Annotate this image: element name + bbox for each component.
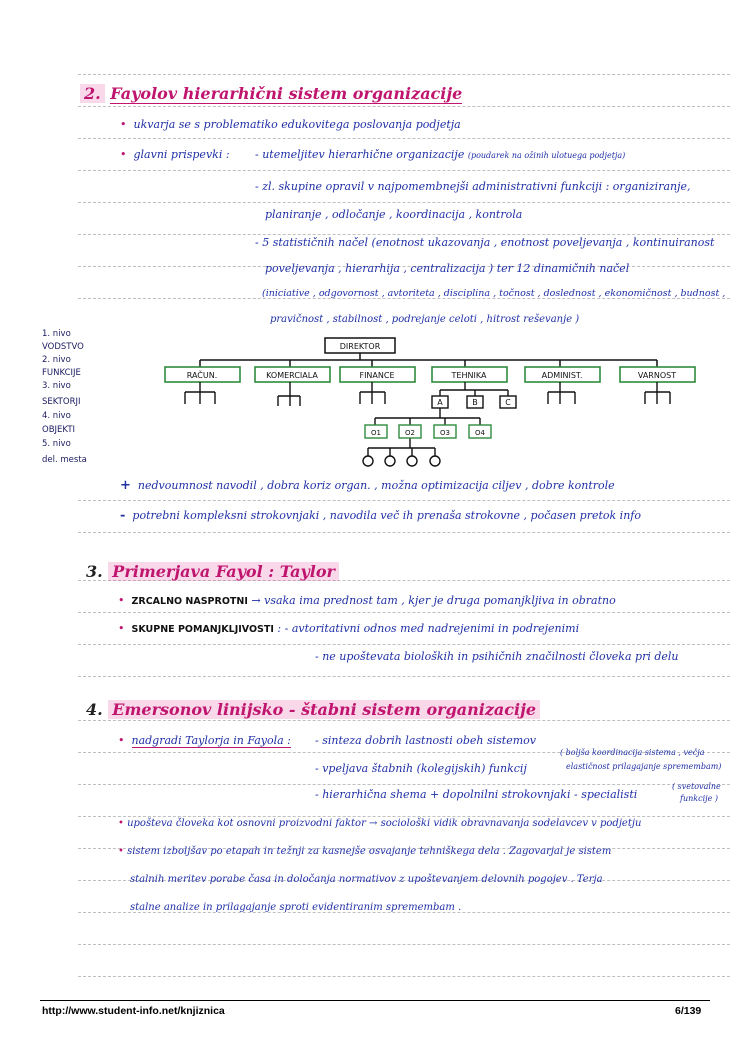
minus-sign: - [120,508,126,523]
emerson-note: ( svetovalne [672,782,721,791]
contribution-3c: (iniciative , odgovornost , avtoriteta , disciplina , točnost , doslednost , ekonomičnost , budnost , [262,288,726,299]
emerson-note: elastičnost prilagajanje spremembam) [566,762,722,771]
object-label: O4 [475,429,485,437]
contribution-note: (poudarek na ožinih ulotuega podjetja) [467,151,626,160]
emerson-point: - sinteza dobrih lastnosti obeh sistemov [315,734,536,747]
level-label: del. mesta [42,455,87,465]
level-label: 2. nivo [42,355,71,365]
org-chart-diagram [0,0,750,480]
sector-label: A [437,398,443,407]
function-label: RAČUN. [186,371,218,380]
contribution-text: - utemeljitev hierarhične organizacije [255,148,465,161]
ruled-line [78,944,730,945]
function-label: VARNOST [637,371,677,380]
level-label: 4. nivo [42,411,71,421]
contribution-2b: planiranje , odločanje , koordinacija , kontrola [265,208,523,221]
section-number: 4. [86,700,103,719]
bullet-item: • ukvarja se s problematiko edukovitega poslovanja podjetja [120,118,461,131]
ruled-line [78,816,730,817]
level-label: SEKTORJI [42,397,81,407]
emerson-note: funkcije ) [680,794,719,803]
function-label: TEHNIKA [451,371,487,380]
bullet-text: upošteva človeka kot osnovni proizvodni faktor → sociološki vidik obravnavanja sodelavcev v podjetju [127,818,642,829]
contribution-3b: poveljevanja , hierarhija , centralizacija ) ter 12 dinamičnih načel [265,262,630,275]
level-label: OBJEKTI [42,425,76,435]
comparison-text: → vsaka ima prednost tam , kjer je druga pomanjkljiva in obratno [251,594,616,607]
section-number: 3. [86,562,103,581]
comparison-item: • ZRCALNO NASPROTNI → vsaka ima prednost tam , kjer je druga pomanjkljiva in obratno [118,594,616,607]
disadvantages-line [120,508,641,523]
contributions-label: • glavni prispevki : [120,148,230,161]
bullet-text: ukvarja se s problematiko edukovitega poslovanja podjetja [133,118,461,131]
ruled-line [78,784,730,785]
workplace-node [385,456,395,466]
ruled-line [78,500,730,501]
contribution-2a: - zl. skupine opravil v najpomembnejši administrativni funkciji : organiziranje, [255,180,691,193]
emerson-note: ( boljša koordinacija sistema , večja [560,748,705,757]
comparison-text: : - avtoritativni odnos med nadrejenimi in podrejenimi [277,622,580,635]
ruled-line [78,976,730,977]
disadvantages-text: potrebni kompleksni strokovnjaki , navodila več ih prenaša strokovne , počasen pretok info [132,509,641,522]
emerson-bullet-3-cont: stalne analize in prilagajanje sproti evidentiranim spremembam . [130,902,462,913]
section-3-heading [86,562,339,581]
function-label: KOMERCIALA [266,371,318,380]
section-title: Primerjava Fayol : Taylor [108,562,339,581]
sector-label: B [472,398,478,407]
level-label: FUNKCIJE [42,368,81,378]
comparison-label: SKUPNE POMANJKLJIVOSTI [131,624,274,635]
comparison-label: ZRCALNO NASPROTNI [131,596,248,607]
footer-rule [40,1000,710,1001]
object-label: O3 [440,429,450,437]
contribution-3d: pravičnost , stabilnost , podrejanje celoti , hitrost reševanje ) [270,314,580,325]
ruled-line [78,720,730,721]
emerson-bullet-3: • sistem izboljšav po etapah in težnji za kasnejše osvajanje tehniškega dela . Zagovarjal je sistem [118,846,612,857]
bullet-label: nadgradi Taylorja in Fayola : [131,734,291,747]
comparison-item: • SKUPNE POMANJKLJIVOSTI : - avtoritativni odnos med nadrejenimi in podrejenimi [118,622,580,635]
footer-page-number: 6/139 [675,1005,702,1017]
advantages-text: nedvoumnost navodil , dobra koriz organ. , možna optimizacija ciljev , dobre kontrole [137,479,615,492]
section-number: 2. [80,84,105,103]
emerson-bullet-3-cont: stalnih meritev porabe časa in določanja normativov z upoštevanjem delovnih pogojev . Terja [130,874,603,885]
function-label: ADMINIST. [541,371,583,380]
workplace-node [363,456,373,466]
workplace-node [430,456,440,466]
level-label: 5. nivo [42,439,71,449]
emerson-bullet-2: • upošteva človeka kot osnovni proizvodni faktor → sociološki vidik obravnavanja sodelavcev v podjetju [118,818,642,829]
ruled-line [78,612,730,613]
ruled-line [78,644,730,645]
comparison-text-continued: - ne upoštevata bioloških in psihičnih značilnosti človeka pri delu [315,650,679,663]
function-label: FINANCE [359,371,395,380]
sector-label: C [505,398,511,407]
advantages-line [120,478,615,493]
object-label: O2 [405,429,415,437]
section-title: Emersonov linijsko - štabni sistem organizacije [108,700,540,719]
bullet-text: glavni prispevki : [133,148,230,161]
emerson-point: - vpeljava štabnih (kolegijskih) funkcij [315,762,527,775]
level-label: 1. nivo [42,329,71,339]
workplace-node [407,456,417,466]
plus-sign: + [120,478,131,493]
level-label: VODSTVO [42,342,84,352]
ruled-line [78,676,730,677]
contribution-3a: - 5 statističnih načel (enotnost ukazovanja , enotnost poveljevanja , kontinuiranost [255,236,715,249]
emerson-bullet-1: • nadgradi Taylorja in Fayola : [118,734,291,747]
emerson-point: - hierarhična shema + dopolnilni strokovnjaki - specialisti [315,788,638,801]
ruled-line [78,532,730,533]
bullet-text: sistem izboljšav po etapah in težnji za kasnejše osvajanje tehniškega dela . Zagovarjal je sistem [127,846,612,857]
director-label: DIREKTOR [339,342,381,351]
object-label: O1 [371,429,381,437]
level-label: 3. nivo [42,381,71,391]
section-title: Fayolov hierarhični sistem organizacije [110,84,463,103]
footer-url[interactable]: http://www.student-info.net/knjiznica [42,1005,225,1017]
section-4-heading [86,700,540,719]
